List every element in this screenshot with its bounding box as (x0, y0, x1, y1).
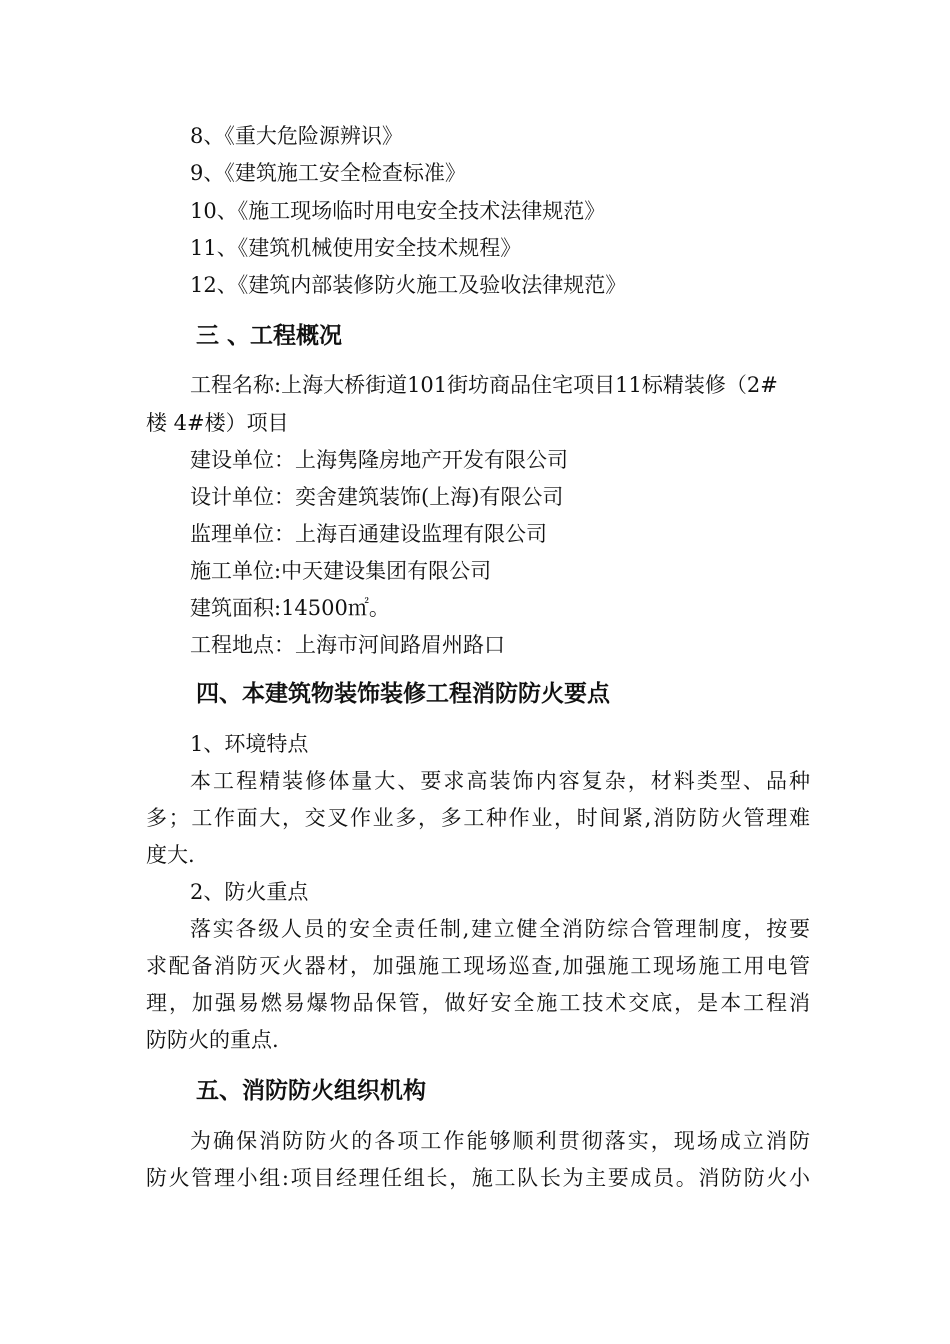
construction-unit: 施工单位:中天建设集团有限公司 (190, 559, 492, 583)
environment-paragraph-line: 多；工作面大，交叉作业多，多工种作业，时间紧,消防防火管理难 (146, 806, 810, 830)
environment-paragraph-line: 本工程精装修体量大、要求高装饰内容复杂，材料类型、品种 (190, 769, 810, 793)
organization-paragraph-line: 为确保消防防火的各项工作能够顺利贯彻落实，现场成立消防 (190, 1129, 810, 1153)
project-name-line-1: 工程名称:上海大桥街道101街坊商品住宅项目11标精装修（2# (190, 373, 778, 397)
section-heading-organization: 五、消防防火组织机构 (196, 1078, 426, 1104)
design-unit: 设计单位：奕舍建筑装饰(上海)有限公司 (190, 485, 564, 509)
environment-paragraph-line: 度大. (146, 843, 195, 867)
building-area: 建筑面积:14500㎡。 (190, 596, 390, 620)
fire-key-points-paragraph-line: 理，加强易燃易爆物品保管，做好安全施工技术交底，是本工程消 (146, 991, 810, 1015)
section-heading-project-overview: 三 、工程概况 (196, 323, 343, 349)
fire-key-points-paragraph-line: 求配备消防灭火器材，加强施工现场巡查,加强施工现场施工用电管 (146, 954, 810, 978)
reference-item-9: 9、《建筑施工安全检查标准》 (190, 161, 466, 185)
reference-item-11: 11、《建筑机械使用安全技术规程》 (190, 236, 522, 260)
reference-item-8: 8、《重大危险源辨识》 (190, 124, 403, 148)
fire-key-points-paragraph-line: 落实各级人员的安全责任制,建立健全消防综合管理制度，按要 (190, 917, 810, 941)
builder-unit: 建设单位：上海隽隆房地产开发有限公司 (190, 448, 568, 472)
reference-item-10: 10、《施工现场临时用电安全技术法律规范》 (190, 199, 606, 223)
project-location: 工程地点：上海市河间路眉州路口 (190, 633, 505, 657)
project-name-line-2: 楼 4#楼）项目 (146, 411, 289, 435)
fire-key-points-paragraph-line: 防防火的重点. (146, 1028, 279, 1052)
reference-item-12: 12、《建筑内部装修防火施工及验收法律规范》 (190, 273, 627, 297)
subsection-fire-key-points-title: 2、防火重点 (190, 880, 309, 904)
organization-paragraph-line: 防火管理小组:项目经理任组长，施工队长为主要成员。消防防火小 (146, 1166, 810, 1190)
supervision-unit: 监理单位：上海百通建设监理有限公司 (190, 522, 547, 546)
subsection-environment-title: 1、环境特点 (190, 732, 309, 756)
section-heading-fire-protection-points: 四、本建筑物装饰装修工程消防防火要点 (196, 681, 610, 707)
